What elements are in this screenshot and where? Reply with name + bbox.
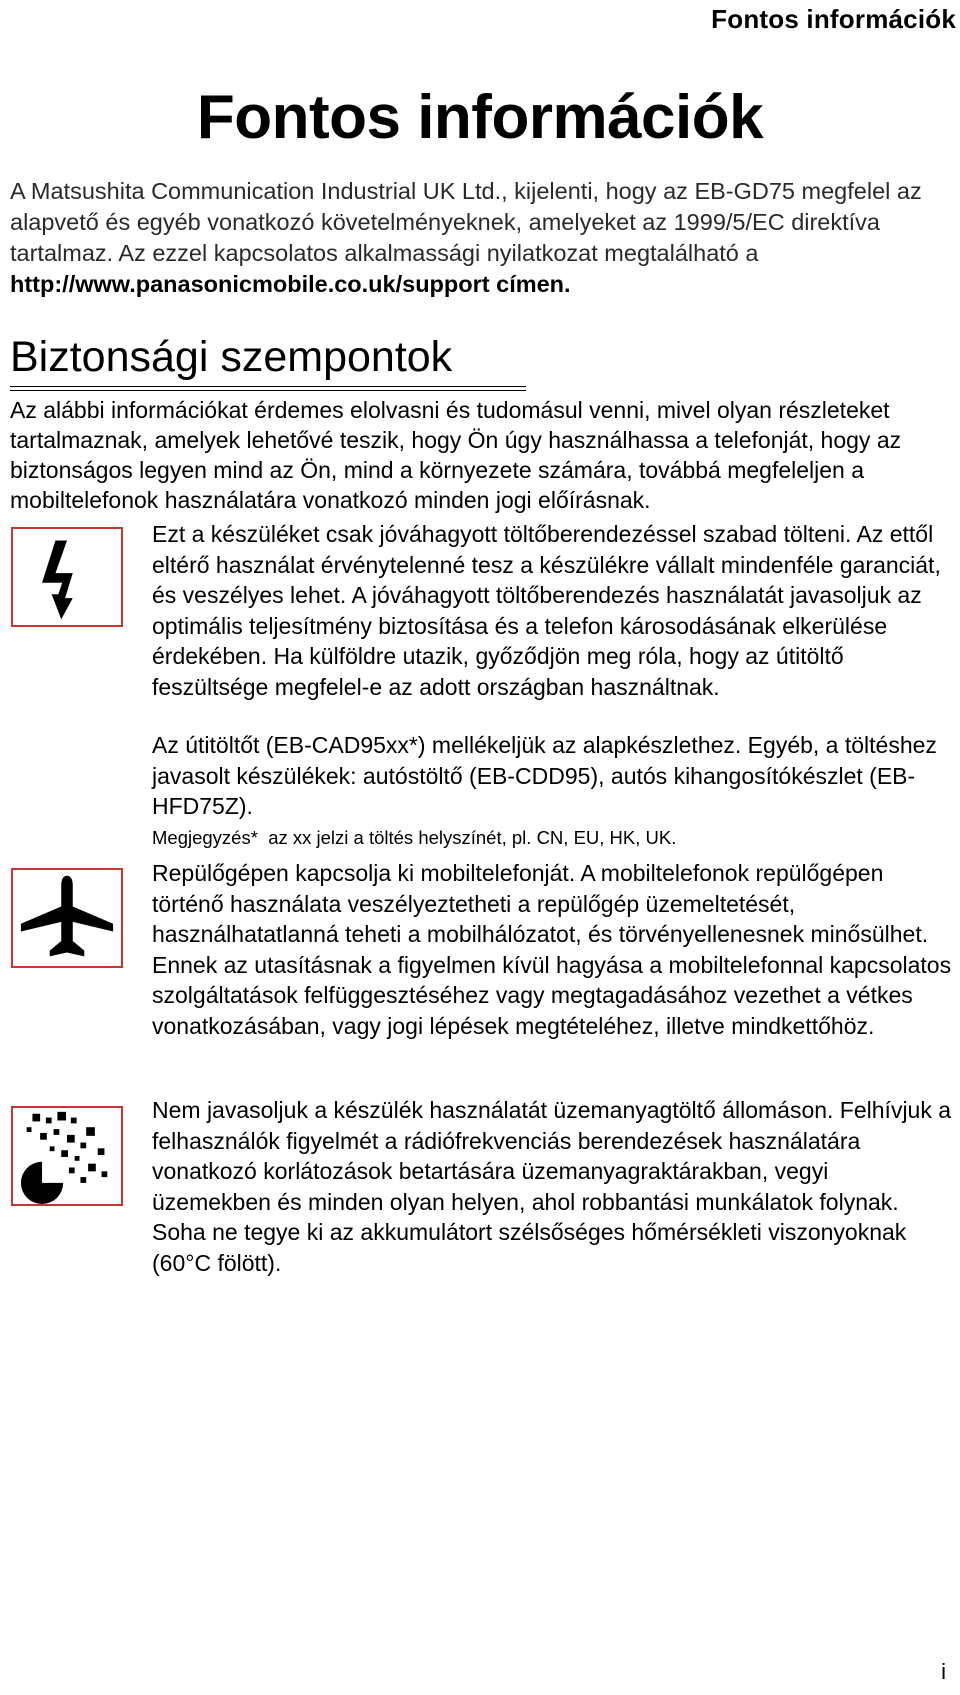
page-number: i: [941, 1659, 946, 1684]
charger-warning: Ezt a készüléket csak jóváhagyott töltőberendezéssel szabad tölteni. Az ettől eltérő használat érvénytelenné tesz a készülékre vállalt mindenféle garanciát, és veszélyes lehet. A jóváhagyott töltőberendezés használatát javasoljuk az optimális teljesítmény biztosítása és a telefon károsodásának elkerülése érdekében. Ha külföldre utazik, győződjön meg róla, hogy az útitöltő feszültsége megfelel-e az adott országban használtnak.: [152, 521, 941, 700]
lightning-bolt-icon: [11, 527, 123, 627]
note-text: az xx jelzi a töltés helyszínét, pl. CN, EU, HK, UK.: [268, 827, 677, 848]
explosion-graphic: [13, 1108, 121, 1204]
page-title: Fontos információk: [196, 83, 764, 152]
airplane-graphic: [13, 870, 121, 966]
explosion-icon: [11, 1106, 123, 1206]
section-title: Biztonsági szempontok: [10, 333, 453, 381]
lightning-bolt-graphic: [13, 529, 121, 625]
charger-note: [152, 826, 952, 850]
support-url: http://www.panasonicmobile.co.uk/support címen.: [10, 271, 571, 297]
fuel-station-warning: Nem javasoljuk a készülék használatát üzemanyagtöltő állomáson. Felhívjuk a felhasználók figyelmét a rádiófrekvenciás berendezések használatára vonatkozó korlátozások betartására üzemanyagraktárakban, vegyi üzemekben és minden olyan helyen, ahol robbantási munkálatok folynak. Soha ne tegye ki az akkumulátort szélsőséges hőmérsékleti viszonyoknak (60°C fölött).: [152, 1097, 952, 1276]
aircraft-warning: Repülőgépen kapcsolja ki mobiltelefonját. A mobiltelefonok repülőgépen történő használata veszélyeztetheti a repülőgép üzemeltetését, használhatatlanná teheti a mobilhálózatot, és törvényellenesnek minősülhet. Ennek az utasításnak a figyelmen kívül hagyása a mobiltelefonnal kapcsolatos szolgáltatások felfüggesztéséhez vagy megtagadásához vezethet a vétkes vonatkozásában, vagy jogi lépések megtételéhez, illetve mindkettőhöz.: [152, 860, 952, 1039]
intro-paragraph: [10, 176, 930, 300]
note-label: Megjegyzés*: [152, 827, 258, 848]
section-intro: Az alábbi információkat érdemes elolvasni és tudomásul venni, mivel olyan részleteket tartalmaznak, amelyek lehetővé teszik, hogy Ön úgy használhassa a telefonját, hogy az biztonságos legyen mind az Ön, mind a környezete számára, továbbá megfeleljen a mobiltelefonok használatára vonatkozó minden jogi előírásnak.: [10, 397, 902, 513]
section-title-rule: [10, 386, 526, 391]
intro-text: A Matsushita Communication Industrial UK Ltd., kijelenti, hogy az EB-GD75 megfelel az alapvető és egyéb vonatkozó követelményeknek, amelyeket az 1999/5/EC direktíva tartalmaz. Az ezzel kapcsolatos alkalmassági nyilatkozat megtalálható a: [10, 178, 922, 266]
travel-charger-info: Az útitöltőt (EB-CAD95xx*) mellékeljük az alapkészlethez. Egyéb, a töltéshez javasolt készülékek: autóstöltő (EB-CDD95), autós kihangosítókészlet (EB-HFD75Z).: [152, 732, 937, 819]
airplane-icon: [11, 868, 123, 968]
running-header: Fontos információk: [711, 4, 956, 34]
